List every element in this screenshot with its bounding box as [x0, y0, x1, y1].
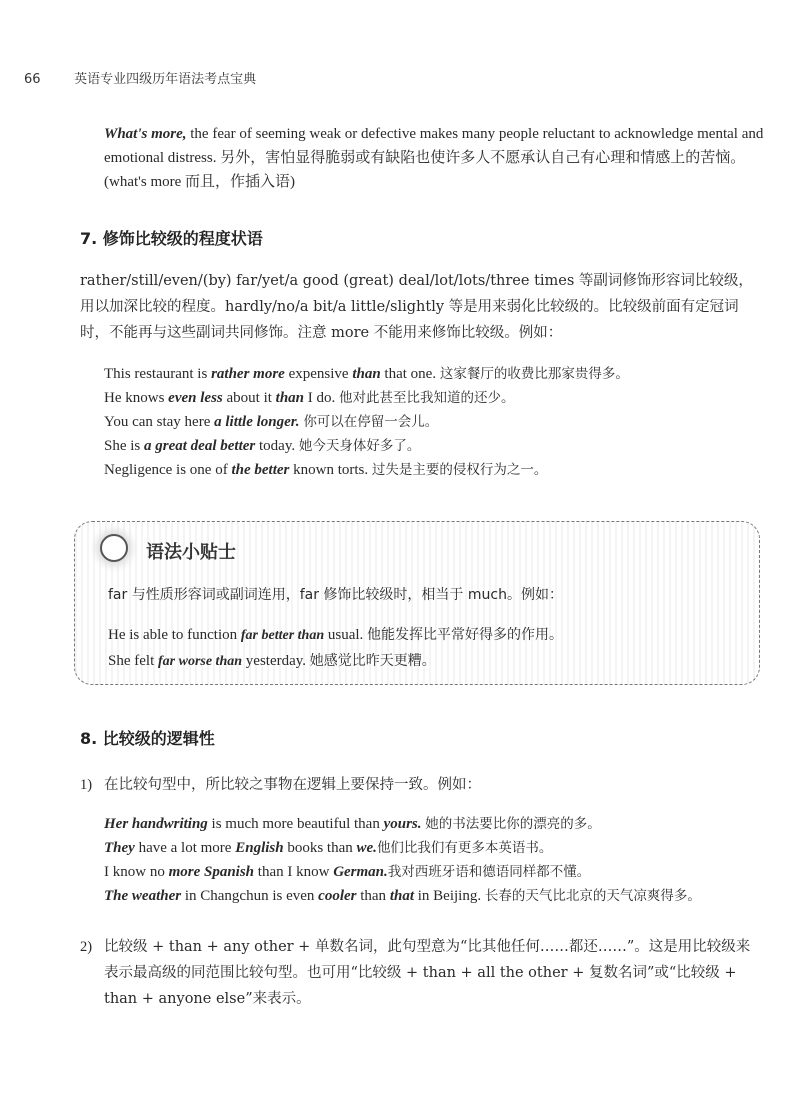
intro-bold: What's more,	[104, 126, 187, 142]
ex-bold: The weather	[104, 888, 182, 904]
list-text: 比较级 + than + any other + 单数名词，此句型意为“比其他任何……都还……”。这是用比较级来表示最高级的同范围比较句型。也可用“比较级 + than + all the other + 复数名词”或“比较级 + than + anyone else”来表示。	[104, 939, 751, 1007]
book-title: 英语专业四级历年语法考点宝典	[74, 72, 257, 87]
example-line	[104, 884, 774, 908]
ex-bold: than	[275, 390, 305, 406]
tip-circle-icon	[100, 534, 128, 562]
example-line	[104, 836, 774, 860]
ex-text: that one.	[380, 366, 440, 382]
tip-text: She felt	[108, 653, 158, 669]
ex-translation: 你可以在停留一会儿。	[303, 414, 439, 430]
tip-title: 语法小贴士	[146, 542, 236, 563]
page-header	[24, 68, 256, 87]
ex-bold: than	[352, 366, 381, 382]
ex-text: today.	[255, 438, 299, 454]
example-line	[104, 812, 774, 836]
list-item-1	[80, 772, 770, 798]
list-number: 1)	[80, 777, 93, 793]
ex-text: He knows	[104, 390, 169, 406]
ex-text: is much more beautiful than	[207, 816, 384, 832]
tip-bold: far better than	[240, 628, 325, 643]
list-number: 2)	[80, 939, 93, 955]
tip-text: usual.	[324, 627, 368, 643]
ex-text: known torts.	[289, 462, 372, 478]
ex-translation: 长春的天气比北京的天气凉爽得多。	[484, 888, 701, 904]
tip-line-2	[108, 624, 563, 644]
ex-text: She is	[104, 438, 145, 454]
ex-text: expensive	[284, 366, 353, 382]
ex-bold: a little longer.	[214, 414, 300, 430]
ex-text: books than	[283, 840, 357, 856]
tip-bold: far worse than	[158, 654, 243, 669]
example-line	[104, 860, 774, 884]
tip-translation: 她感觉比昨天更糟。	[309, 653, 436, 669]
section-8-heading: 8. 比较级的逻辑性	[80, 729, 215, 748]
ex-bold: Her handwriting	[104, 816, 208, 832]
ex-text: You can stay here	[104, 414, 215, 430]
ex-bold: that	[389, 888, 414, 904]
section-7-examples	[104, 362, 774, 482]
ex-bold: more Spanish	[168, 864, 255, 880]
tip-text: yesterday.	[242, 653, 310, 669]
ex-bold: even less	[168, 390, 223, 406]
intro-paragraph	[104, 122, 764, 194]
section-8-examples	[104, 812, 774, 908]
tip-text: He is able to function	[108, 627, 241, 643]
section-7-body: rather/still/even/(by) far/yet/a good (great) deal/lot/lots/three times 等副词修饰形容词比较级，用以加深比较的程度。hardly/no/a bit/a little/slightly 等是用来弱化比较级的。比较级前面有定冠词时，不能再与这些副词共同修饰。注意 more 不能用来修饰比较级。例如：	[80, 273, 753, 341]
ex-translation: 他们比我们有更多本英语书。	[376, 840, 553, 856]
intro-text: the fear of seeming weak or defective makes many people reluctant to acknowledge mental and emotional distress. 另外，害怕显得脆弱或有缺陷也使许多人不愿承认自己有心理和情感上的苦恼。(what's more 而且，作插入语)	[104, 126, 764, 190]
ex-bold: yours.	[383, 816, 422, 832]
tip-line-1: far 与性质形容词或副词连用，far 修饰比较级时，相当于 much。例如：	[108, 587, 563, 603]
ex-text: in Changchun is even	[181, 888, 319, 904]
page-number: 66	[24, 72, 41, 87]
ex-translation: 这家餐厅的收费比那家贵得多。	[439, 366, 629, 382]
ex-bold: we.	[356, 840, 377, 856]
example-line	[104, 434, 774, 458]
ex-translation: 他对此甚至比我知道的还少。	[339, 390, 515, 406]
ex-text: about it	[222, 390, 276, 406]
ex-text: have a lot more	[134, 840, 236, 856]
ex-text: Negligence is one of	[104, 462, 232, 478]
ex-text: in Beijing.	[414, 888, 485, 904]
ex-text: I do.	[304, 390, 340, 406]
example-line	[104, 458, 774, 482]
ex-translation: 她的书法要比你的漂亮的多。	[425, 816, 601, 832]
ex-bold: the better	[231, 462, 290, 478]
tip-translation: 他能发挥比平常好得多的作用。	[367, 627, 564, 643]
ex-text: than	[356, 888, 390, 904]
ex-bold: They	[104, 840, 135, 856]
list-item-2	[80, 934, 770, 1012]
example-line	[104, 362, 774, 386]
ex-text: This restaurant is	[104, 366, 212, 382]
ex-text: than I know	[254, 864, 334, 880]
example-line	[104, 386, 774, 410]
section-7-heading: 7. 修饰比较级的程度状语	[80, 229, 263, 248]
list-text: 在比较句型中，所比较之事物在逻辑上要保持一致。例如：	[104, 777, 481, 793]
ex-bold: rather more	[211, 366, 285, 382]
example-line	[104, 410, 774, 434]
ex-bold: cooler	[318, 888, 357, 904]
ex-translation: 我对西班牙语和德语同样都不懂。	[387, 864, 591, 880]
ex-translation: 过失是主要的侵权行为之一。	[371, 462, 548, 478]
ex-text: I know no	[104, 864, 169, 880]
ex-bold: German.	[333, 864, 388, 880]
ex-translation: 她今天身体好多了。	[298, 438, 421, 454]
tip-line-3	[108, 650, 436, 670]
ex-bold: a great deal better	[144, 438, 256, 454]
ex-bold: English	[235, 840, 284, 856]
